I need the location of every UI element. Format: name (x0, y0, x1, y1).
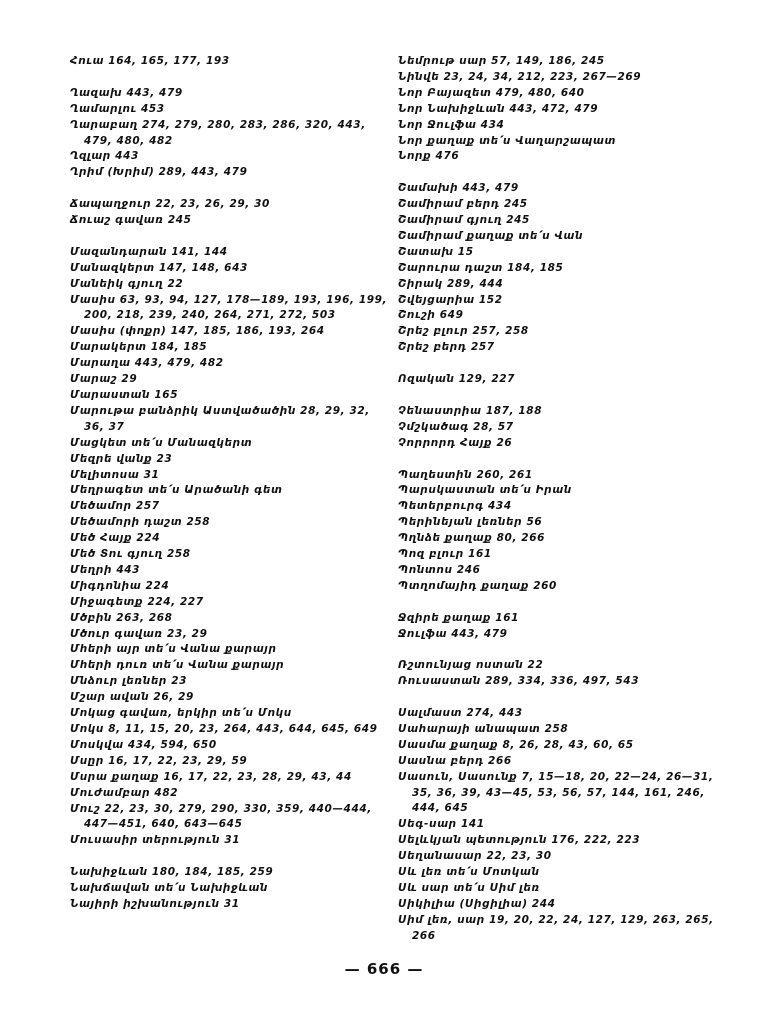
index-entry: Մեզրե վանք 23 (70, 452, 173, 465)
index-entry: Մուշ 22, 23, 30, 279, 290, 330, 359, 440—444, 447—451, 640, 643—645 (70, 802, 372, 831)
index-section-gap (398, 356, 718, 372)
index-entry: Պաղեստին 260, 261 (398, 468, 533, 481)
index-entry: Ոզական 129, 227 (398, 373, 516, 386)
index-entry: Սահարայի անապատ 258 (398, 722, 569, 735)
index-entry: Մեծ Հայք 224 (70, 532, 161, 545)
index-entry: Մեղրագետ տե՛ս Արածանի գետ (70, 484, 283, 497)
index-entry: Նոր Ջուլֆա 434 (398, 118, 505, 131)
index-entry: Մանեիկ գյուղ 22 (70, 277, 184, 290)
index-entry: Մեծ Տու գյուղ 258 (70, 548, 191, 561)
index-entry: Մծբին 263, 268 (70, 611, 173, 624)
index-entry: Սեգ-սար 141 (398, 818, 485, 831)
index-entry: Սալմաստ 274, 443 (398, 707, 523, 720)
index-entry: Ղազախ 443, 479 (70, 86, 183, 99)
index-entry: Շուշի 649 (398, 309, 464, 322)
index-entry: Սասուն, Սասունք 7, 15—18, 20, 22—24, 26—31, 35, 36, 39, 43—45, 53, 56, 57, 144, 161, 246, 444, 645 (398, 770, 714, 815)
index-entry: Ռուսաստան 289, 334, 336, 497, 543 (398, 675, 640, 688)
index-entry: Պոզ բլուր 161 (398, 548, 492, 561)
index-entry: Շրեշ բերդ 257 (398, 341, 495, 354)
index-entry: Մարաստան 165 (70, 388, 179, 401)
index-section-gap (70, 181, 390, 197)
index-entry: Շվեյցարիա 152 (398, 293, 503, 306)
index-entry: Մարութա բանձրիկ Աստվածածին 28, 29, 32, 36, 37 (70, 404, 370, 433)
index-entry: Մեծամորի դաշտ 258 (70, 516, 211, 529)
index-entry: Ղրիմ (Խրիմ) 289, 443, 479 (70, 166, 248, 179)
index-entry: Սասնա բերդ 266 (398, 754, 512, 767)
index-entry: Պղնձե քաղաք 80, 266 (398, 532, 546, 545)
index-section-gap (70, 229, 390, 245)
index-entry: Մասիս (փոքր) 147, 185, 186, 193, 264 (70, 325, 325, 338)
index-entry: Մսրա քաղաք 16, 17, 22, 23, 28, 29, 43, 44 (70, 770, 352, 783)
index-entry: Նոր Բայազետ 479, 480, 640 (398, 86, 585, 99)
index-entry: Մոկս 8, 11, 15, 20, 23, 264, 443, 644, 645, 649 (70, 723, 378, 736)
index-entry: Շամախի 443, 479 (398, 182, 519, 195)
index-entry: Շարուրա դաշտ 184, 185 (398, 261, 564, 274)
index-entry: Ջուլֆա 443, 479 (398, 627, 508, 640)
index-entry: Մասիս 63, 93, 94, 127, 178—189, 193, 196, 199, 200, 218, 239, 240, 264, 271, 272, 503 (70, 293, 388, 322)
index-section-gap (398, 165, 718, 181)
index-entry: Մոկաց գավառ, երկիր տե՛ս Մոկս (70, 707, 292, 720)
index-entry: Պտղոմայիդ քաղաք 260 (398, 579, 557, 592)
index-entry: Սասմա քաղաք 8, 26, 28, 43, 60, 65 (398, 738, 634, 751)
index-entry: Պետերբուրգ 434 (398, 500, 512, 513)
index-entry: Պարսկաստան տե՛ս Իրան (398, 484, 572, 497)
index-entry: Շամիրամ քաղաք տե՛ս Վան (398, 229, 584, 242)
index-entry: Մարաղա 443, 479, 482 (70, 357, 224, 370)
index-entry: Շամիրամ բերդ 245 (398, 198, 528, 211)
index-entry: Ջզիրե քաղաք 161 (398, 611, 520, 624)
index-entry: Ղարաբաղ 274, 279, 280, 283, 286, 320, 443, 479, 480, 482 (70, 118, 366, 147)
index-entry: Շրեշ բլուր 257, 258 (398, 325, 529, 338)
index-entry: Սելևկյան պետություն 176, 222, 223 (398, 834, 641, 847)
index-entry: Մծուր գավառ 23, 29 (70, 627, 208, 640)
index-column-left (70, 54, 390, 913)
index-entry: Մարաշ 29 (70, 373, 138, 386)
index-entry: Մարակերտ 184, 185 (70, 341, 208, 354)
index-entry: Մսըր 16, 17, 22, 23, 29, 59 (70, 754, 248, 767)
index-entry: Շամիրամ գյուղ 245 (398, 214, 530, 227)
index-entry: Սիմ լեռ, սար 19, 20, 22, 24, 127, 129, 263, 265, 266 (398, 913, 714, 942)
index-entry: Սեղանասար 22, 23, 30 (398, 850, 552, 863)
index-entry: Միջագետք 224, 227 (70, 595, 204, 608)
index-entry: Մեղրի 443 (70, 563, 141, 576)
index-section-gap (398, 690, 718, 706)
index-entry: Չորրորդ Հայք 26 (398, 436, 513, 449)
index-entry: Սև սար տե՛ս Սիմ լեռ (398, 882, 540, 895)
index-entry: Սիկիլիա (Սիցիլիա) 244 (398, 897, 556, 910)
index-entry: Հուա 164, 165, 177, 193 (70, 55, 230, 67)
index-entry: Մանազկերտ 147, 148, 643 (70, 261, 248, 274)
index-entry: Մուժամբար 482 (70, 786, 179, 799)
index-entry: Մեծամոր 257 (70, 500, 160, 513)
index-section-gap (398, 595, 718, 611)
index-entry: Մհերի դուռ տե՛ս Վանա քարայր (70, 659, 285, 672)
index-entry: Նինվե 23, 24, 34, 212, 223, 267—269 (398, 70, 642, 83)
index-entry: Մշար ավան 26, 29 (70, 691, 194, 704)
index-entry: Նախիջևան 180, 184, 185, 259 (70, 866, 274, 879)
index-entry: Մհերի այր տե՛ս Վանա քարայր (70, 643, 277, 656)
index-entry: Նախճավան տե՛ս Նախիջևան (70, 882, 269, 895)
index-entry: Չենաստրիա 187, 188 (398, 404, 543, 417)
index-entry: Միգդոնիա 224 (70, 579, 170, 592)
index-entry: Ռշտունյաց ոստան 22 (398, 659, 544, 672)
index-entry: Շատախ 15 (398, 245, 474, 258)
index-entry: Պերինեյան լեռներ 56 (398, 516, 543, 529)
index-entry: Շիրակ 289, 444 (398, 277, 504, 290)
page-number: — 666 — (344, 960, 424, 978)
index-entry: Մացկետ տե՛ս Մանազկերտ (70, 436, 253, 449)
index-entry: Ճուաշ գավառ 245 (70, 214, 192, 227)
index-section-gap (398, 388, 718, 404)
index-section-gap (398, 642, 718, 658)
index-entry: Մազանդարան 141, 144 (70, 245, 228, 258)
index-section-gap (70, 70, 390, 86)
index-entry: Ղզլար 443 (70, 150, 139, 163)
index-entry: Պոնտոս 246 (398, 563, 481, 576)
index-entry: Ճապաղջուր 22, 23, 26, 29, 30 (70, 198, 270, 211)
index-entry: Մոսկվա 434, 594, 650 (70, 738, 217, 751)
index-entry: Նոր Նախիջևան 443, 472, 479 (398, 102, 599, 115)
index-entry: Մուսասիր տերություն 31 (70, 834, 241, 847)
index-entry: Չմշկածագ 28, 57 (398, 420, 514, 433)
index-entry: Նայիրի իշխանություն 31 (70, 897, 240, 910)
index-entry: Սև լեռ տե՛ս Մոտկան (398, 866, 540, 879)
index-section-gap (70, 849, 390, 865)
index-section-gap (398, 452, 718, 468)
index-entry: Նոր քաղաք տե՛ս Վաղարշապատ (398, 134, 616, 147)
index-column-right (398, 54, 718, 945)
index-entry: Նորք 476 (398, 150, 460, 163)
index-entry: Նեմրութ սար 57, 149, 186, 245 (398, 55, 605, 67)
index-entry: Մնձուր լեռներ 23 (70, 675, 188, 688)
index-entry: Ղամարլու 453 (70, 102, 165, 115)
index-entry: Մելիտոսա 31 (70, 468, 160, 481)
